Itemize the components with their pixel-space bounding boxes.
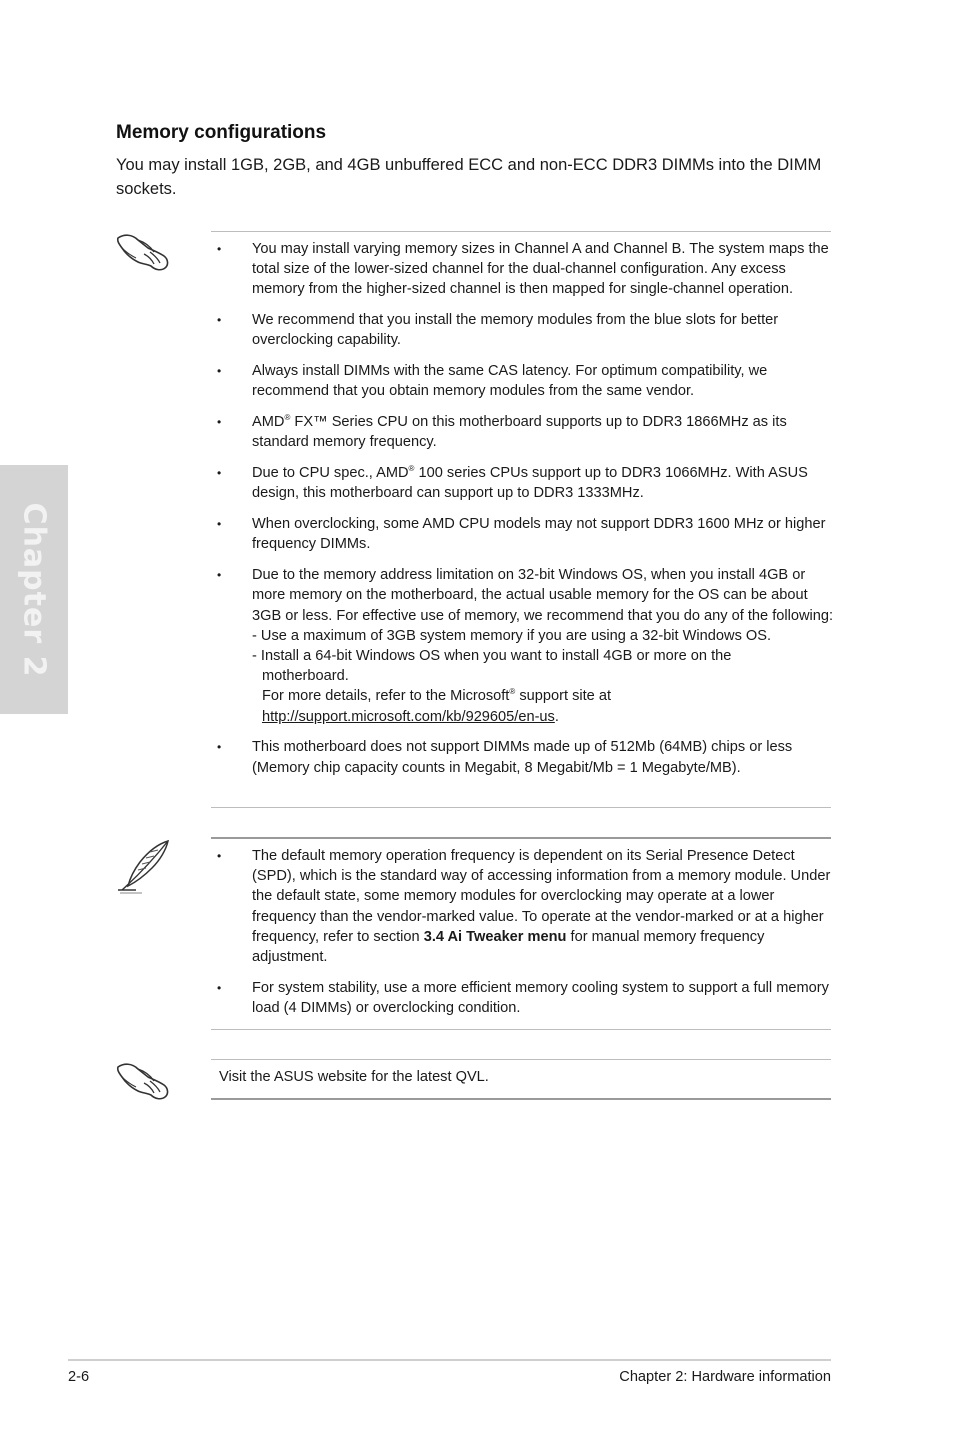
sub-item: motherboard.: [262, 668, 349, 685]
sub-item: For more details, refer to the Microsoft® support site at: [262, 687, 612, 705]
sub-item: - Use a maximum of 3GB system memory if you are using a 32-bit Windows OS.: [252, 627, 772, 644]
registered-mark: ®: [408, 464, 415, 474]
feather-quill-icon: [114, 838, 174, 896]
page-number: 2-6: [68, 1369, 90, 1385]
list-item: • This motherboard does not support DIMMs made up of 512Mb (64MB) chips or less (Memory chip capacity counts in Megabit, 8 Megabit/Mb = 1 Megabyte/MB).: [211, 737, 835, 777]
note3-top-divider: [211, 1059, 831, 1060]
note3-bottom-divider: [211, 1098, 831, 1100]
note1-list: [211, 239, 835, 788]
list-item: • Always install DIMMs with the same CAS latency. For optimum compatibility, we recommend that you obtain memory modules from the same vendor.: [211, 361, 835, 401]
list-item: • Due to the memory address limitation on 32-bit Windows OS, when you install 4GB or more memory on the motherboard, the actual usable memory for the OS can be about 3GB or less. For effective use of memory, we recommend that you do any of the following: - Use a maximum of 3GB system memory if you are using a 32-bit Windows OS. - Install a 64-bit Windows OS when you want to install 4GB or more on the motherboard. For more details, refer to the Microsoft® support site at http://support.microsoft.com/kb/929605/en-us.: [211, 565, 835, 727]
list-item: • The default memory operation frequency is dependent on its Serial Presence Detect (SPD), which is the standard way of accessing information from a memory module. Under the default state, some memory modules for overclocking may operate at a lower frequency than the vendor-marked value. To operate at the vendor-marked or at a higher frequency, refer to section 3.4 Ai Tweaker menu for manual memory frequency adjustment.: [211, 846, 835, 967]
registered-mark: ®: [509, 687, 516, 697]
chapter-tab-label: Chapter 2: [16, 502, 52, 677]
sub-item: http://support.microsoft.com/kb/929605/en-us.: [262, 708, 559, 725]
section-reference: 3.4 Ai Tweaker menu: [423, 928, 567, 945]
hand-pointer-icon: [114, 228, 172, 272]
footer-chapter-title: Chapter 2: Hardware information: [619, 1369, 831, 1385]
note1-bottom-divider: [211, 807, 831, 808]
sub-item: - Install a 64-bit Windows OS when you want to install 4GB or more on the: [252, 648, 732, 665]
note2-list: [211, 846, 835, 1029]
hand-pointer-icon: [114, 1057, 172, 1101]
chapter-tab: [0, 465, 68, 714]
list-item: • Due to CPU spec., AMD® 100 series CPUs support up to DDR3 1066MHz. With ASUS design, this motherboard can support up to DDR3 1333MHz.: [211, 463, 835, 503]
registered-mark: ®: [284, 413, 291, 423]
section-intro: You may install 1GB, 2GB, and 4GB unbuffered ECC and non-ECC DDR3 DIMMs into the DIMM sockets.: [116, 156, 822, 198]
list-item: • We recommend that you install the memory modules from the blue slots for better overclocking capability.: [211, 310, 835, 350]
list-item: • For system stability, use a more efficient memory cooling system to support a full memory load (4 DIMMs) or overclocking condition.: [211, 978, 835, 1018]
section-title: Memory configurations: [116, 122, 327, 143]
note2-bottom-divider: [211, 1029, 831, 1030]
footer-divider: [68, 1359, 831, 1361]
microsoft-support-link[interactable]: http://support.microsoft.com/kb/929605/en-us: [262, 708, 555, 725]
qvl-note-text: Visit the ASUS website for the latest QVL.: [219, 1069, 489, 1085]
list-item: • When overclocking, some AMD CPU models may not support DDR3 1600 MHz or higher frequency DIMMs.: [211, 514, 835, 554]
note1-top-divider: [211, 231, 831, 232]
list-item: • AMD® FX™ Series CPU on this motherboard supports up to DDR3 1866MHz as its standard memory frequency.: [211, 412, 835, 452]
list-item: • You may install varying memory sizes in Channel A and Channel B. The system maps the total size of the lower-sized channel for the dual-channel configuration. Any excess memory from the higher-sized channel is then mapped for single-channel operation.: [211, 239, 835, 300]
note2-top-divider: [211, 837, 831, 839]
